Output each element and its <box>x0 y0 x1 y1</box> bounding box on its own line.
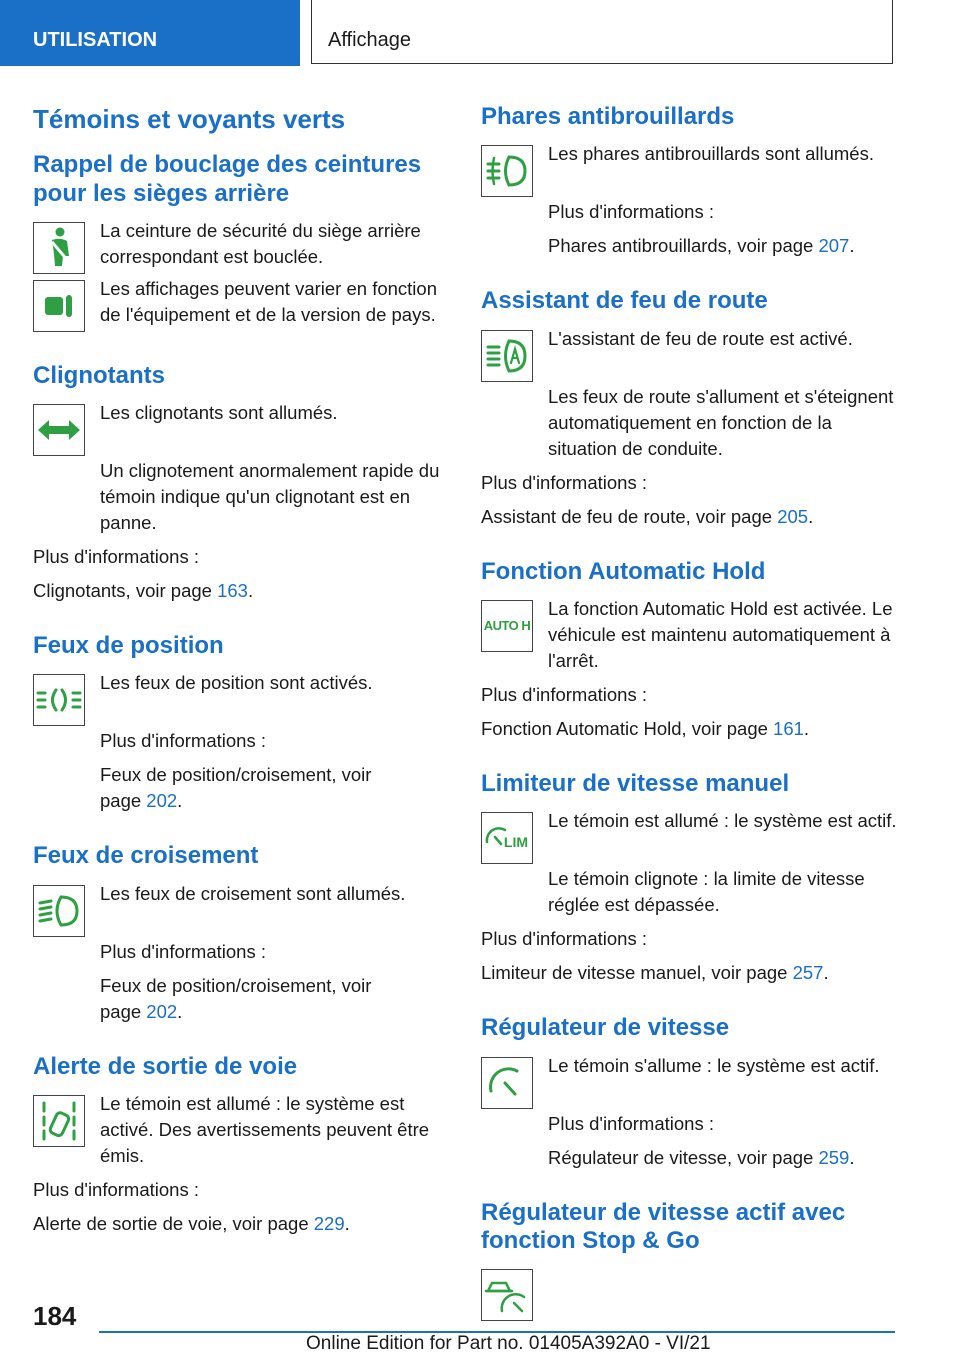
section-title: Feux de croisement <box>33 842 259 870</box>
header-chapter-box <box>311 0 893 64</box>
position-ref: Feux de position/croisement, voir page 202. <box>100 764 372 812</box>
section-low-beam <box>33 842 449 1024</box>
section-high-beam-assist <box>481 287 897 529</box>
autohold-ref: Fonction Automatic Hold, voir page 161. <box>481 717 810 739</box>
section-title: Feux de position <box>33 632 224 660</box>
highbeam-more: Plus d'informations : <box>481 471 647 493</box>
active-cruise-control-icon <box>481 1269 533 1321</box>
page-link[interactable]: 202 <box>146 790 178 812</box>
turn-more: Plus d'informations : <box>33 546 199 568</box>
cruise-ref: Régulateur de vitesse, voir page 259. <box>548 1146 855 1168</box>
turn-signal-icon <box>33 404 85 456</box>
section-turn-signals <box>33 362 449 604</box>
lowbeam-text-1: Les feux de croisement sont allumés. <box>100 882 406 904</box>
seatbelt-icon <box>33 222 85 274</box>
page-number: 184 <box>33 1301 77 1331</box>
section-belt <box>33 151 449 334</box>
high-beam-assist-icon <box>481 330 533 382</box>
section-title: Phares antibrouillards <box>481 103 735 130</box>
page-link[interactable]: 163 <box>217 580 248 602</box>
section-title: Fonction Automatic Hold <box>481 557 766 585</box>
position-lights-icon <box>33 674 85 726</box>
highbeam-text-1: L'assistant de feu de route est activé. <box>548 327 853 349</box>
limiter-text-1: Le témoin est allumé : le système est actif. <box>548 810 897 832</box>
section-lane-departure <box>33 1053 449 1237</box>
lane-more: Plus d'informations : <box>33 1179 199 1201</box>
section-title: Régulateur de vitesse <box>481 1014 730 1042</box>
page-title: Témoins et voyants verts <box>33 104 346 134</box>
fog-more: Plus d'informations : <box>548 201 714 223</box>
rear-seat-display-icon <box>33 280 85 332</box>
turn-text-1: Les clignotants sont allumés. <box>100 402 338 424</box>
section-title: Alerte de sortie de voie <box>33 1052 298 1080</box>
cruise-control-icon <box>481 1057 533 1109</box>
highbeam-text-2: Les feux de route s'allument et s'éteignent automatiquement en fonction de la situation de conduite. <box>548 385 894 459</box>
page-link[interactable]: 205 <box>777 505 809 527</box>
section-title: Clignotants <box>33 361 165 389</box>
lowbeam-ref: Feux de position/croisement, voir page 202. <box>100 974 372 1022</box>
section-title: Assistant de feu de route <box>481 287 768 315</box>
belt-text-2: Les affichages peuvent varier en fonction de l'équipement et de la version de pays. <box>100 277 437 325</box>
speed-limiter-icon <box>481 812 533 864</box>
header-section-label: UTILISATION <box>33 29 158 51</box>
lane-ref: Alerte de sortie de voie, voir page 229. <box>33 1213 350 1235</box>
speed-limiter-icon-text: LIM <box>503 834 528 851</box>
page-link[interactable]: 259 <box>818 1146 850 1168</box>
section-fog-lights <box>481 103 897 259</box>
right-column <box>481 98 897 1351</box>
lane-departure-icon <box>33 1095 85 1147</box>
fog-ref: Phares antibrouillards, voir page 207. <box>548 235 855 257</box>
fog-text-1: Les phares antibrouillards sont allumés. <box>548 143 874 165</box>
lane-text-1: Le témoin est allumé : le système est activé. Des avertissements peuvent être émis. <box>100 1093 430 1167</box>
cruise-more: Plus d'informations : <box>548 1112 714 1134</box>
section-cruise-control <box>481 1014 897 1170</box>
low-beam-icon <box>33 885 85 937</box>
page-link[interactable]: 207 <box>818 235 850 257</box>
header-chapter-label: Affichage <box>328 29 412 51</box>
section-automatic-hold <box>481 558 897 742</box>
turn-text-2: Un clignotement anormalement rapide du témoin indique qu'un clignotant est en panne. <box>100 460 440 534</box>
section-speed-limiter <box>481 770 897 986</box>
highbeam-ref: Assistant de feu de route, voir page 205. <box>481 505 814 527</box>
position-more: Plus d'informations : <box>100 730 266 752</box>
auto-hold-icon <box>481 600 533 652</box>
belt-text-1: La ceinture de sécurité du siège arrière correspondant est bouclée. <box>100 219 421 267</box>
cruise-text-1: Le témoin s'allume : le système est actif. <box>548 1054 880 1076</box>
section-title: Régulateur de vitesse actif avec fonction Stop & Go <box>481 1198 846 1254</box>
lowbeam-more: Plus d'informations : <box>100 940 266 962</box>
page-link[interactable]: 229 <box>313 1213 345 1235</box>
limiter-more: Plus d'informations : <box>481 928 647 950</box>
header-section-tab <box>0 0 300 66</box>
page-link[interactable]: 161 <box>773 717 804 739</box>
footer-edition: Online Edition for Part no. 01405A392A0 - VI/21 <box>306 1333 711 1354</box>
auto-hold-icon-text: AUTO H <box>483 618 531 634</box>
page-link[interactable]: 202 <box>146 1000 178 1022</box>
section-title: Rappel de bouclage des ceintures pour les sièges arrière <box>33 151 422 207</box>
autohold-more: Plus d'informations : <box>481 683 647 705</box>
limiter-text-2: Le témoin clignote : la limite de vitesse réglée est dépassée. <box>548 868 865 916</box>
left-column <box>33 98 449 1265</box>
position-text-1: Les feux de position sont activés. <box>100 672 373 694</box>
limiter-ref: Limiteur de vitesse manuel, voir page 257. <box>481 962 829 984</box>
section-title: Limiteur de vitesse manuel <box>481 769 790 797</box>
section-position-lights <box>33 632 449 814</box>
autohold-text-1: La fonction Automatic Hold est activée. Le véhicule est maintenu automatiquement à l'arrêt. <box>548 597 893 671</box>
turn-ref: Clignotants, voir page 163. <box>33 580 254 602</box>
page-link[interactable]: 257 <box>792 962 824 984</box>
fog-light-icon <box>481 145 533 197</box>
section-active-cruise-control <box>481 1199 897 1324</box>
